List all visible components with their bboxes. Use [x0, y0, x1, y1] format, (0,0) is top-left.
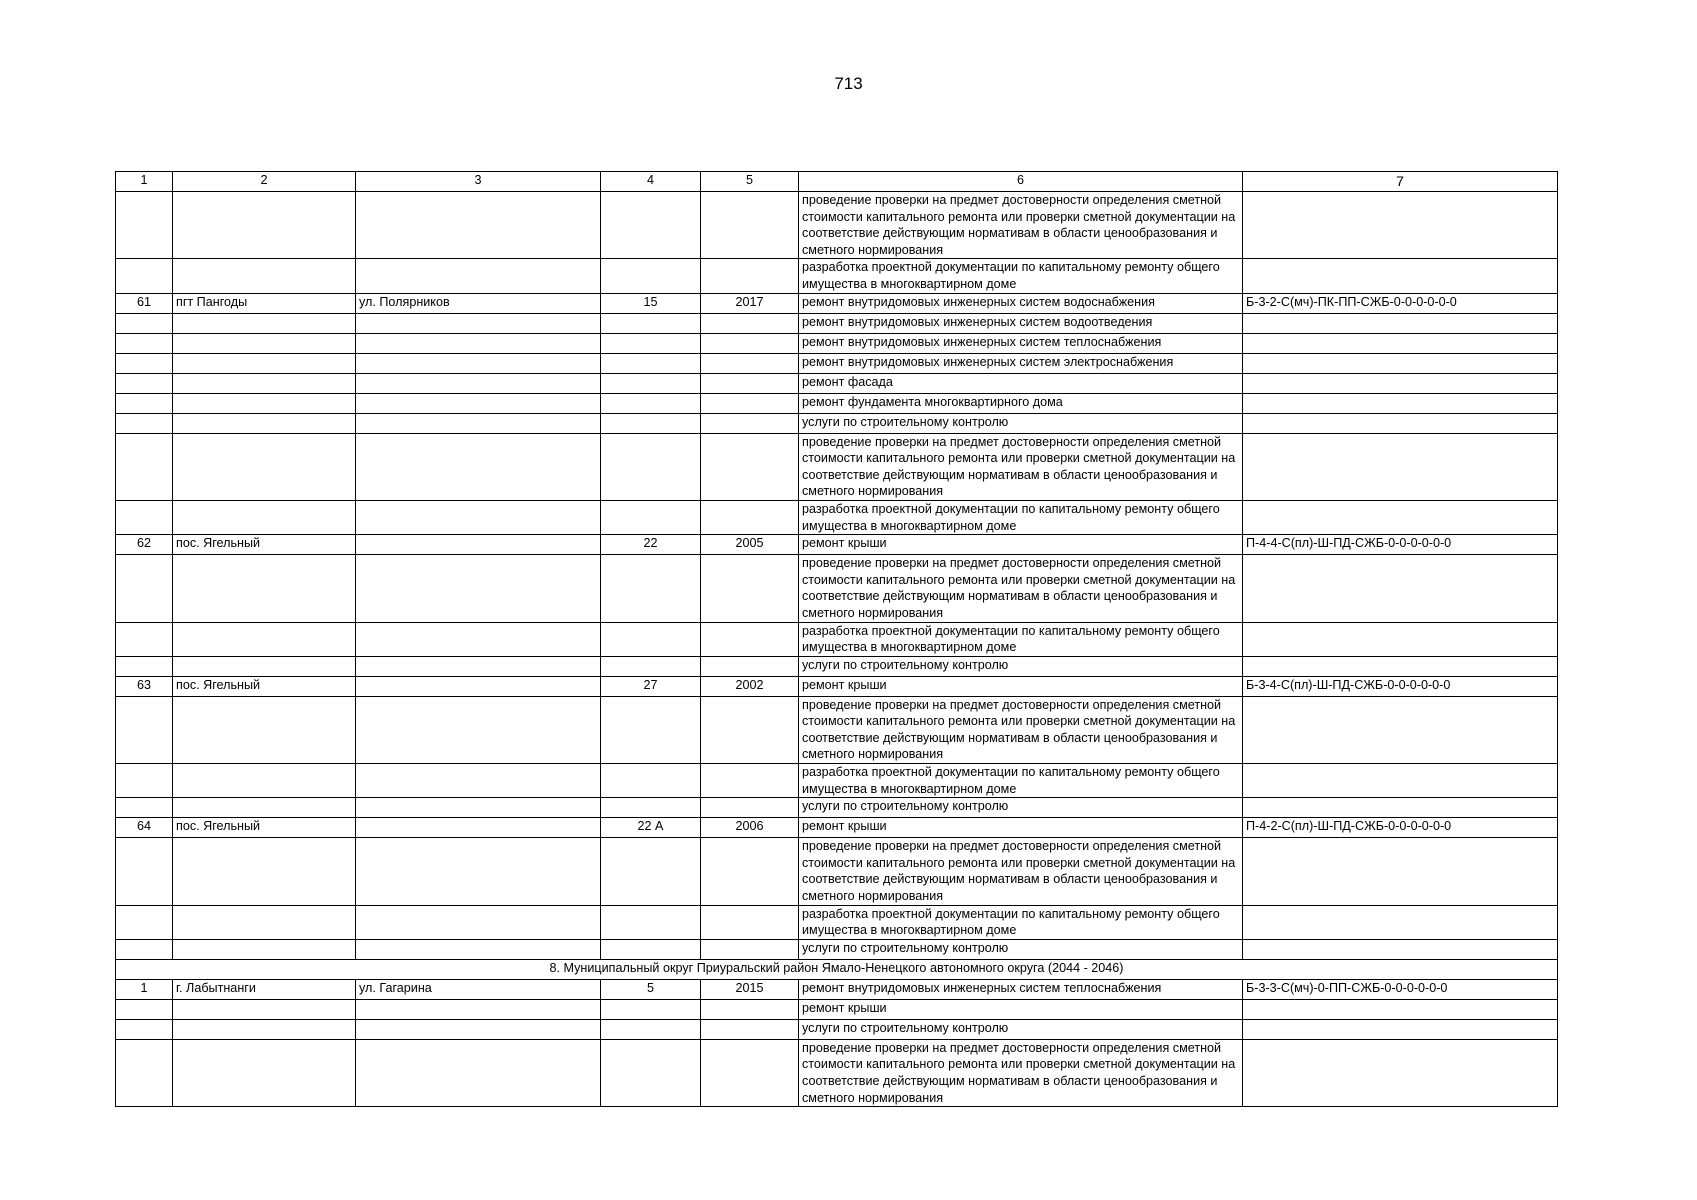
- street-cell: [356, 413, 601, 433]
- row-number-cell: [116, 798, 173, 818]
- year-built-cell: [701, 905, 799, 939]
- table-row: [116, 313, 1558, 333]
- building-code-cell: [1243, 999, 1558, 1019]
- house-number-cell: [601, 373, 701, 393]
- year-built-cell: [701, 192, 799, 259]
- table-row: [116, 979, 1558, 999]
- table-row: [116, 353, 1558, 373]
- work-type-cell: ремонт крыши: [799, 818, 1243, 838]
- house-number-cell: [601, 656, 701, 676]
- year-built-cell: [701, 1019, 799, 1039]
- settlement-cell: [173, 373, 356, 393]
- settlement-cell: [173, 838, 356, 905]
- year-built-cell: [701, 500, 799, 534]
- building-code-cell: [1243, 939, 1558, 959]
- row-number-cell: [116, 999, 173, 1019]
- work-type-cell: услуги по строительному контролю: [799, 1019, 1243, 1039]
- street-cell: [356, 433, 601, 500]
- work-type-cell: ремонт внутридомовых инженерных систем водоотведения: [799, 313, 1243, 333]
- work-type-cell: проведение проверки на предмет достоверности определения сметной стоимости капитального ремонта или проверки сметной документации на соответствие действующим нормативам в области ценообразования и сметного нормирования: [799, 838, 1243, 905]
- building-code-cell: [1243, 333, 1558, 353]
- row-number-cell: 62: [116, 535, 173, 555]
- year-built-cell: 2017: [701, 293, 799, 313]
- street-cell: [356, 905, 601, 939]
- street-cell: ул. Полярников: [356, 293, 601, 313]
- row-number-cell: [116, 1019, 173, 1039]
- year-built-cell: [701, 764, 799, 798]
- row-number-cell: [116, 500, 173, 534]
- column-header: 1: [116, 172, 173, 192]
- house-number-cell: [601, 999, 701, 1019]
- table-row: [116, 500, 1558, 534]
- house-number-cell: [601, 798, 701, 818]
- year-built-cell: [701, 313, 799, 333]
- street-cell: [356, 798, 601, 818]
- table-row: [116, 293, 1558, 313]
- settlement-cell: [173, 353, 356, 373]
- year-built-cell: 2015: [701, 979, 799, 999]
- table-row: [116, 939, 1558, 959]
- column-header: 7: [1243, 172, 1558, 192]
- house-number-cell: 27: [601, 676, 701, 696]
- street-cell: [356, 192, 601, 259]
- building-code-cell: [1243, 764, 1558, 798]
- work-type-cell: ремонт внутридомовых инженерных систем теплоснабжения: [799, 333, 1243, 353]
- house-number-cell: [601, 696, 701, 763]
- work-type-cell: ремонт крыши: [799, 999, 1243, 1019]
- house-number-cell: [601, 413, 701, 433]
- work-type-cell: разработка проектной документации по капитальному ремонту общего имущества в многоквартирном доме: [799, 905, 1243, 939]
- table-row: [116, 333, 1558, 353]
- street-cell: [356, 333, 601, 353]
- settlement-cell: [173, 622, 356, 656]
- house-number-cell: [601, 500, 701, 534]
- settlement-cell: пос. Ягельный: [173, 535, 356, 555]
- building-code-cell: [1243, 555, 1558, 622]
- house-number-cell: [601, 905, 701, 939]
- settlement-cell: пос. Ягельный: [173, 818, 356, 838]
- work-type-cell: проведение проверки на предмет достоверности определения сметной стоимости капитального ремонта или проверки сметной документации на соответствие действующим нормативам в области ценообразования и сметного нормирования: [799, 555, 1243, 622]
- building-code-cell: [1243, 313, 1558, 333]
- street-cell: [356, 764, 601, 798]
- table-row: [116, 192, 1558, 259]
- row-number-cell: [116, 433, 173, 500]
- building-code-cell: [1243, 373, 1558, 393]
- year-built-cell: [701, 798, 799, 818]
- house-number-cell: [601, 622, 701, 656]
- street-cell: [356, 555, 601, 622]
- building-code-cell: [1243, 192, 1558, 259]
- house-number-cell: 5: [601, 979, 701, 999]
- building-code-cell: [1243, 838, 1558, 905]
- row-number-cell: [116, 333, 173, 353]
- table-row: [116, 1019, 1558, 1039]
- house-number-cell: [601, 1039, 701, 1106]
- street-cell: [356, 1039, 601, 1106]
- year-built-cell: [701, 433, 799, 500]
- year-built-cell: [701, 373, 799, 393]
- house-number-cell: 22 А: [601, 818, 701, 838]
- work-type-cell: ремонт крыши: [799, 535, 1243, 555]
- building-code-cell: [1243, 905, 1558, 939]
- column-header: 4: [601, 172, 701, 192]
- settlement-cell: [173, 192, 356, 259]
- page-number: 713: [834, 74, 863, 93]
- street-cell: [356, 313, 601, 333]
- street-cell: [356, 676, 601, 696]
- table-row: [116, 555, 1558, 622]
- building-code-cell: [1243, 433, 1558, 500]
- house-number-cell: [601, 764, 701, 798]
- street-cell: [356, 622, 601, 656]
- table-row: [116, 622, 1558, 656]
- year-built-cell: 2006: [701, 818, 799, 838]
- work-type-cell: разработка проектной документации по капитальному ремонту общего имущества в многоквартирном доме: [799, 259, 1243, 293]
- column-header: 6: [799, 172, 1243, 192]
- house-number-cell: [601, 838, 701, 905]
- table-row: [116, 838, 1558, 905]
- house-number-cell: [601, 393, 701, 413]
- work-type-cell: услуги по строительному контролю: [799, 656, 1243, 676]
- row-number-cell: [116, 764, 173, 798]
- street-cell: [356, 373, 601, 393]
- street-cell: [356, 535, 601, 555]
- house-number-cell: 15: [601, 293, 701, 313]
- work-type-cell: проведение проверки на предмет достоверности определения сметной стоимости капитального ремонта или проверки сметной документации на соответствие действующим нормативам в области ценообразования и сметного нормирования: [799, 433, 1243, 500]
- table-row: [116, 656, 1558, 676]
- street-cell: [356, 838, 601, 905]
- settlement-cell: [173, 696, 356, 763]
- settlement-cell: [173, 413, 356, 433]
- settlement-cell: [173, 764, 356, 798]
- table-row: [116, 676, 1558, 696]
- work-type-cell: ремонт внутридомовых инженерных систем теплоснабжения: [799, 979, 1243, 999]
- settlement-cell: [173, 905, 356, 939]
- work-type-cell: ремонт внутридомовых инженерных систем водоснабжения: [799, 293, 1243, 313]
- work-type-cell: ремонт фасада: [799, 373, 1243, 393]
- house-number-cell: [601, 433, 701, 500]
- work-type-cell: услуги по строительному контролю: [799, 413, 1243, 433]
- work-type-cell: разработка проектной документации по капитальному ремонту общего имущества в многоквартирном доме: [799, 764, 1243, 798]
- street-cell: [356, 696, 601, 763]
- house-number-cell: [601, 1019, 701, 1039]
- building-code-cell: [1243, 1039, 1558, 1106]
- year-built-cell: [701, 393, 799, 413]
- row-number-cell: [116, 905, 173, 939]
- section-header-row: [116, 959, 1558, 979]
- year-built-cell: [701, 1039, 799, 1106]
- row-number-cell: [116, 1039, 173, 1106]
- settlement-cell: [173, 333, 356, 353]
- column-header: 3: [356, 172, 601, 192]
- year-built-cell: [701, 259, 799, 293]
- building-code-cell: [1243, 696, 1558, 763]
- building-code-cell: [1243, 500, 1558, 534]
- street-cell: [356, 500, 601, 534]
- settlement-cell: [173, 999, 356, 1019]
- row-number-cell: [116, 939, 173, 959]
- row-number-cell: [116, 696, 173, 763]
- year-built-cell: [701, 353, 799, 373]
- settlement-cell: г. Лабытнанги: [173, 979, 356, 999]
- capital-repair-table: [115, 171, 1558, 1107]
- settlement-cell: [173, 433, 356, 500]
- building-code-cell: [1243, 393, 1558, 413]
- row-number-cell: [116, 622, 173, 656]
- row-number-cell: [116, 656, 173, 676]
- year-built-cell: [701, 333, 799, 353]
- table-row: [116, 535, 1558, 555]
- row-number-cell: 61: [116, 293, 173, 313]
- year-built-cell: 2002: [701, 676, 799, 696]
- row-number-cell: 63: [116, 676, 173, 696]
- row-number-cell: [116, 313, 173, 333]
- building-code-cell: Б-3-3-С(мч)-0-ПП-СЖБ-0-0-0-0-0-0: [1243, 979, 1558, 999]
- settlement-cell: [173, 313, 356, 333]
- row-number-cell: [116, 353, 173, 373]
- row-number-cell: [116, 838, 173, 905]
- settlement-cell: [173, 500, 356, 534]
- settlement-cell: [173, 939, 356, 959]
- street-cell: [356, 999, 601, 1019]
- house-number-cell: [601, 939, 701, 959]
- table-row: [116, 905, 1558, 939]
- house-number-cell: [601, 192, 701, 259]
- row-number-cell: 64: [116, 818, 173, 838]
- column-number-row: [116, 172, 1558, 192]
- table-row: [116, 393, 1558, 413]
- row-number-cell: 1: [116, 979, 173, 999]
- building-code-cell: [1243, 353, 1558, 373]
- work-type-cell: ремонт крыши: [799, 676, 1243, 696]
- work-type-cell: услуги по строительному контролю: [799, 939, 1243, 959]
- year-built-cell: [701, 838, 799, 905]
- row-number-cell: [116, 413, 173, 433]
- street-cell: ул. Гагарина: [356, 979, 601, 999]
- settlement-cell: [173, 393, 356, 413]
- building-code-cell: П-4-2-С(пл)-Ш-ПД-СЖБ-0-0-0-0-0-0: [1243, 818, 1558, 838]
- house-number-cell: [601, 333, 701, 353]
- work-type-cell: проведение проверки на предмет достоверности определения сметной стоимости капитального ремонта или проверки сметной документации на соответствие действующим нормативам в области ценообразования и сметного нормирования: [799, 696, 1243, 763]
- table-row: [116, 373, 1558, 393]
- row-number-cell: [116, 259, 173, 293]
- house-number-cell: [601, 259, 701, 293]
- street-cell: [356, 259, 601, 293]
- row-number-cell: [116, 393, 173, 413]
- column-header: 5: [701, 172, 799, 192]
- year-built-cell: [701, 413, 799, 433]
- year-built-cell: [701, 939, 799, 959]
- house-number-cell: [601, 353, 701, 373]
- table-row: [116, 999, 1558, 1019]
- table-row: [116, 696, 1558, 763]
- table-row: [116, 259, 1558, 293]
- settlement-cell: пгт Пангоды: [173, 293, 356, 313]
- building-code-cell: П-4-4-С(пл)-Ш-ПД-СЖБ-0-0-0-0-0-0: [1243, 535, 1558, 555]
- work-type-cell: ремонт фундамента многоквартирного дома: [799, 393, 1243, 413]
- settlement-cell: [173, 1019, 356, 1039]
- work-type-cell: услуги по строительному контролю: [799, 798, 1243, 818]
- street-cell: [356, 393, 601, 413]
- column-header: 2: [173, 172, 356, 192]
- building-code-cell: [1243, 1019, 1558, 1039]
- table-row: [116, 433, 1558, 500]
- year-built-cell: [701, 622, 799, 656]
- year-built-cell: [701, 999, 799, 1019]
- street-cell: [356, 1019, 601, 1039]
- work-type-cell: разработка проектной документации по капитальному ремонту общего имущества в многоквартирном доме: [799, 500, 1243, 534]
- settlement-cell: [173, 656, 356, 676]
- work-type-cell: разработка проектной документации по капитальному ремонту общего имущества в многоквартирном доме: [799, 622, 1243, 656]
- building-code-cell: Б-3-2-С(мч)-ПК-ПП-СЖБ-0-0-0-0-0-0: [1243, 293, 1558, 313]
- table-row: [116, 798, 1558, 818]
- street-cell: [356, 353, 601, 373]
- year-built-cell: [701, 656, 799, 676]
- year-built-cell: [701, 555, 799, 622]
- work-type-cell: ремонт внутридомовых инженерных систем электроснабжения: [799, 353, 1243, 373]
- house-number-cell: 22: [601, 535, 701, 555]
- table-row: [116, 818, 1558, 838]
- settlement-cell: [173, 798, 356, 818]
- section-title: 8. Муниципальный округ Приуральский район Ямало-Ненецкого автономного округа (2044 - 2046): [116, 959, 1558, 979]
- year-built-cell: 2005: [701, 535, 799, 555]
- building-code-cell: Б-3-4-С(пл)-Ш-ПД-СЖБ-0-0-0-0-0-0: [1243, 676, 1558, 696]
- building-code-cell: [1243, 259, 1558, 293]
- street-cell: [356, 939, 601, 959]
- settlement-cell: [173, 555, 356, 622]
- settlement-cell: [173, 1039, 356, 1106]
- row-number-cell: [116, 192, 173, 259]
- building-code-cell: [1243, 413, 1558, 433]
- row-number-cell: [116, 555, 173, 622]
- building-code-cell: [1243, 798, 1558, 818]
- street-cell: [356, 818, 601, 838]
- building-code-cell: [1243, 622, 1558, 656]
- table-row: [116, 764, 1558, 798]
- building-code-cell: [1243, 656, 1558, 676]
- table-row: [116, 413, 1558, 433]
- house-number-cell: [601, 313, 701, 333]
- work-type-cell: проведение проверки на предмет достоверности определения сметной стоимости капитального ремонта или проверки сметной документации на соответствие действующим нормативам в области ценообразования и сметного нормирования: [799, 1039, 1243, 1106]
- settlement-cell: [173, 259, 356, 293]
- street-cell: [356, 656, 601, 676]
- house-number-cell: [601, 555, 701, 622]
- settlement-cell: пос. Ягельный: [173, 676, 356, 696]
- year-built-cell: [701, 696, 799, 763]
- table-row: [116, 1039, 1558, 1106]
- work-type-cell: проведение проверки на предмет достоверности определения сметной стоимости капитального ремонта или проверки сметной документации на соответствие действующим нормативам в области ценообразования и сметного нормирования: [799, 192, 1243, 259]
- row-number-cell: [116, 373, 173, 393]
